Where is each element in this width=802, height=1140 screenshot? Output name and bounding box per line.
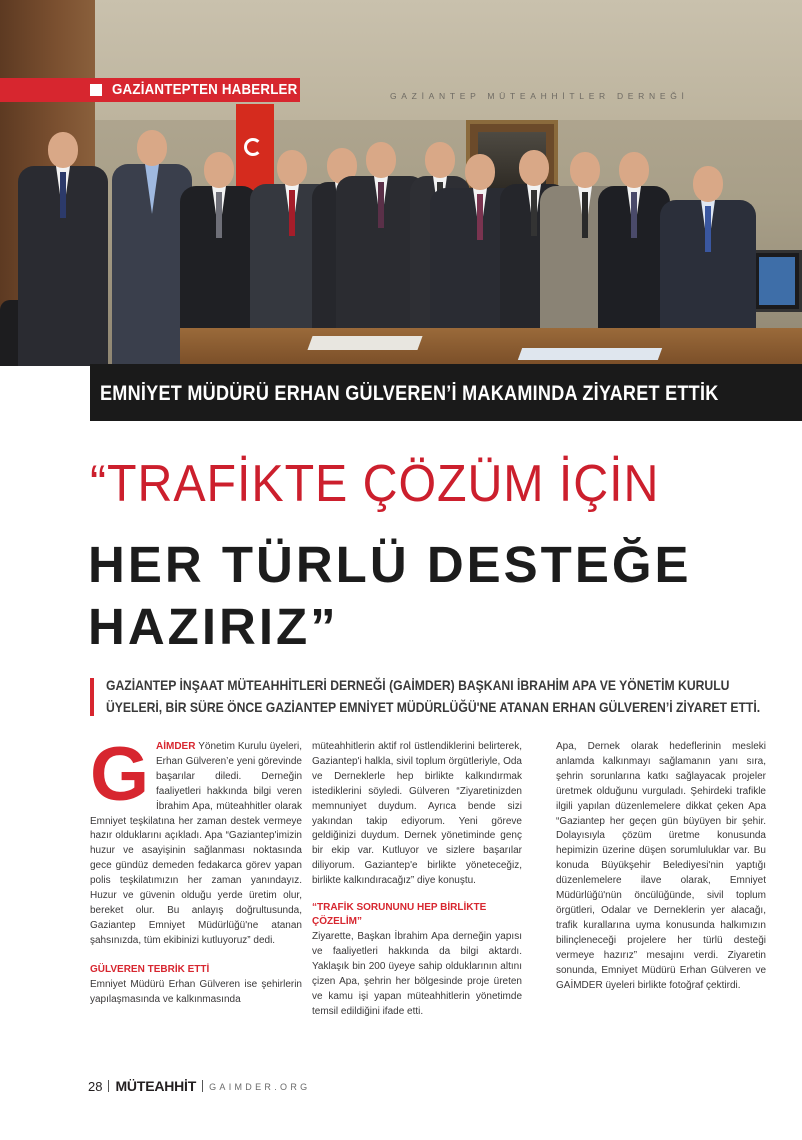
magazine-brand: MÜTEAHHİT	[115, 1078, 197, 1094]
group-photo	[0, 0, 802, 366]
lead-line-1: GAZİANTEP İNŞAAT MÜTEAHHİTLERİ DERNEĞİ (GAİMDER) BAŞKANI İBRAHİM APA VE YÖNETİM KURULU	[106, 677, 730, 693]
association-tag: GAZİANTEP MÜTEAHHİTLER DERNEĞİ	[390, 91, 689, 101]
page-footer	[88, 1078, 310, 1094]
body-paragraph	[90, 732, 302, 949]
headline-line-1: “TRAFİKTE ÇÖZÜM İÇİN	[90, 455, 660, 513]
desk-papers	[518, 348, 662, 360]
wall-panel	[95, 0, 802, 120]
desk	[180, 328, 802, 366]
square-icon	[90, 84, 102, 96]
section-label: GAZİANTEPTEN HABERLER	[112, 82, 298, 98]
lead-word: AİMDER	[156, 741, 196, 752]
monitor-icon	[752, 250, 802, 312]
body-column-3	[556, 740, 766, 993]
body-paragraph: Emniyet Müdürü Erhan Gülveren ise şehirlerin yapılaşmasında ve kalkınmasında	[90, 978, 302, 1005]
page-number: 28	[88, 1079, 103, 1094]
person	[18, 132, 108, 366]
divider	[202, 1080, 203, 1092]
lead-paragraph	[106, 674, 761, 718]
subtitle-banner-text: EMNİYET MÜDÜRÜ ERHAN GÜLVEREN’İ MAKAMINDA ZİYARET ETTİK	[100, 382, 719, 405]
body-column-2	[312, 740, 522, 1020]
subheading: GÜLVEREN TEBRİK ETTİ	[90, 963, 210, 975]
drop-cap: G	[90, 732, 150, 817]
body-paragraph: Apa, Dernek olarak hedeflerinin mesleki anlamda kalkınmayı sağlamanın yanı sıra, şehrin sorunlarına katkı sağlayacak projeler üretmek olduğunu vurguladı. Şehirdeki trafikle ilgili yapılan düzenlemelere dikkat çeken Apa “Gaziantep her geçen gün büyüyen bir şehir. Dolayısıyla çözüm üretme konusunda hepimizin üzerine düşen sorumluluklar var. Bu konuda Büyükşehir Belediyesi'nin yaptığı düzenlemelere ilave olarak, Emniyet Müdürlüğü'nün öncülüğünde, sivil toplum örgütleri, Odalar ve Derneklerin yer alacağı, trafik kurallarına uyma konusunda halkımızın bilinçleneceği projelere her türlü desteği vermeye hazırız” mesajını verdi. Ziyaretin sonunda, Emniyet Müdürü Erhan Gülveren ve GAİMDER üyeleri birlikte fotoğraf çektirdi.	[556, 741, 766, 991]
subheading: “TRAFİK SORUNUNU HEP BİRLİKTE ÇÖZELİM”	[312, 902, 487, 928]
divider	[108, 1080, 109, 1092]
lead-line-2: ÜYELERİ, BİR SÜRE ÖNCE GAZİANTEP EMNİYET MÜDÜRLÜĞÜ'NE ATANAN ERHAN GÜLVEREN’İ ZİYARET ETTİ.	[106, 699, 761, 715]
headline-line-2: HER TÜRLÜ DESTEĞE	[88, 536, 692, 593]
lead-accent-bar	[90, 678, 94, 716]
body-column-1	[90, 732, 302, 1008]
desk-papers	[307, 336, 422, 350]
body-paragraph: müteahhitlerin aktif rol üstlendiklerini belirterek, Gaziantep'i halkla, sivil toplum örgütleriyle, Oda ve Derneklerle hep birlikte kalkındırmak istediklerini söyledi. Gülveren “Ziyaretinizden memnuniyet duydum. Ayrıca bende sizi yakından takip ediyorum. Yeni göreve geldiğinizi duydum. Dernek yönetiminde genç bir ekip var. Kutluyor ve sizlere başarılar diliyorum. Gaziantep'e birlikte yöneteceğiz, birlikte kalkındıracağız” diye konuştu.	[312, 741, 522, 887]
body-paragraph: Ziyarette, Başkan İbrahim Apa derneğin yapısı ve faaliyetleri hakkında da bilgi aktardı. Yaklaşık bin 200 üyeye sahip olduklarının altını çizen Apa, şehrin her bölgesinde proje üreten ve kamu işi yapan müteahhitlerin yönetimde temsil edildiğini ifade etti.	[312, 931, 522, 1017]
website: GAIMDER.ORG	[209, 1082, 311, 1092]
headline-line-3: HAZIRIZ”	[88, 598, 339, 655]
body-text: Yönetim Kurulu üyeleri, Erhan Gülveren’e yeni görevinde başarılar diledi. Derneğin faaliyetleri hakkında bilgi veren İbrahim Apa, müteahhitler olarak Emniyet teşkilatına her zaman destek vermeye hazır olduklarını açıkladı. Apa “Gaziantep'imizin huzur ve asayişinin sağlanması noktasında gece gündüz demeden fedakarca görev yapan polis teşkilatımızın her zaman yanındayız. Huzur ve güvenin olduğu yerde üretim olur, bereket olur. Bu anlayış doğrultusunda, Gaziantep Emniyet Müdürlüğü'ne atanan şahsınızda, tüm ekibinizi kutluyoruz” dedi.	[90, 741, 302, 946]
